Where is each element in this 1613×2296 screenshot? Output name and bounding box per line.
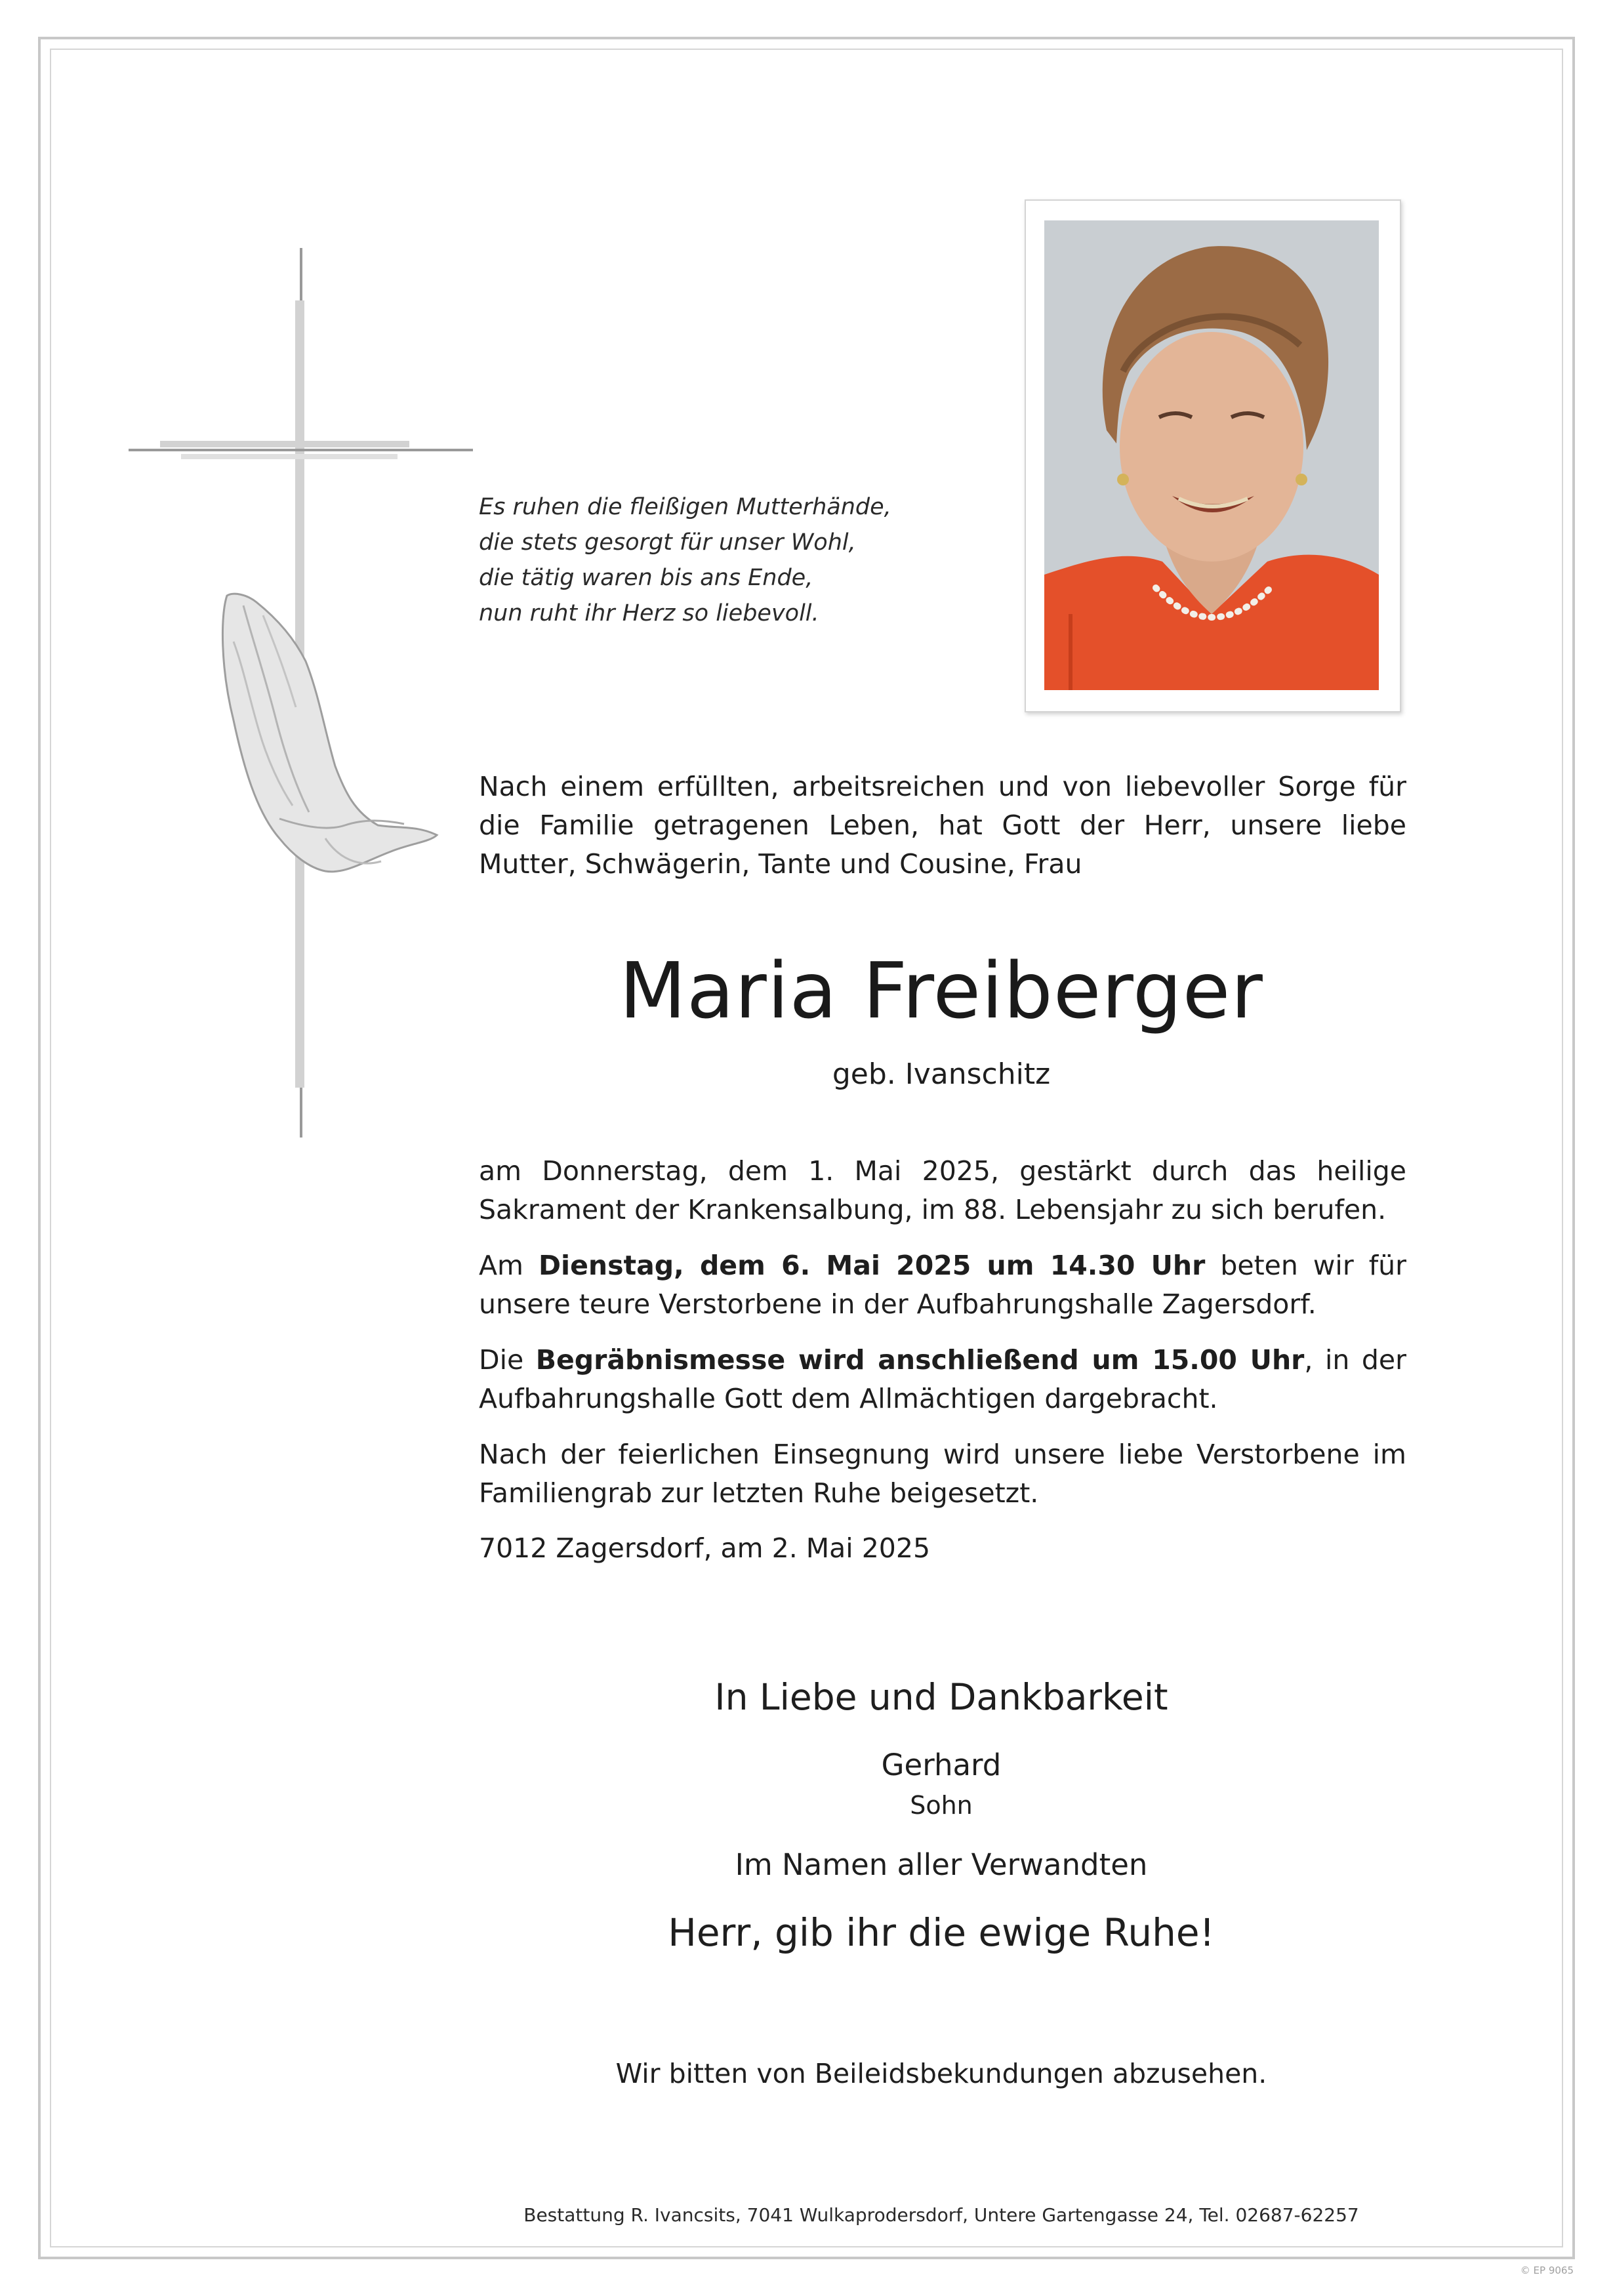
poem-line: nun ruht ihr Herz so liebevoll. (479, 600, 819, 626)
mourner-relation: Sohn (910, 1791, 973, 1820)
intro-paragraph: Nach einem erfüllten, arbeitsreichen und von liebevoller Sorge für die Familie getragenen Leben, hat Gott der Herr, unsere liebe Mutter, Schwägerin, Tante und Cousine, Frau (479, 771, 1406, 880)
blessing-line: Herr, gib ihr die ewige Ruhe! (668, 1910, 1215, 1955)
prayer-suffix: beten wir für unsere teure Verstorbene in der Aufbahrungshalle Zagersdorf. (479, 1250, 1406, 1320)
portrait-frame (1025, 199, 1401, 712)
undertaker-footer: Bestattung R. Ivancsits, 7041 Wulkaprodersdorf, Untere Gartengasse 24, Tel. 02687-62257 (523, 2204, 1359, 2226)
death-notice-paragraph: am Donnerstag, dem 1. Mai 2025, gestärkt durch das heilige Sakrament der Krankensalbung, im 88. Lebensjahr zu sich berufen. (479, 1155, 1406, 1225)
poem-line: die stets gesorgt für unser Wohl, (479, 529, 856, 556)
deceased-name: Maria Freiberger (619, 945, 1263, 1036)
mourner-name: Gerhard (881, 1748, 1002, 1782)
poem (479, 489, 938, 631)
poem-line: Es ruhen die fleißigen Mutterhände, (479, 494, 891, 520)
relatives-line: Im Namen aller Verwandten (735, 1847, 1148, 1882)
mass-datetime: Begräbnismesse wird anschließend um 15.00 Uhr (535, 1344, 1305, 1376)
prayer-datetime: Dienstag, dem 6. Mai 2025 um 14.30 Uhr (539, 1250, 1206, 1281)
mass-prefix: Die (479, 1344, 524, 1376)
mass-paragraph (479, 1341, 1406, 1418)
poem-line: die tätig waren bis ans Ende, (479, 565, 813, 591)
print-code: © EP 9065 (1520, 2265, 1574, 2276)
maiden-name: geb. Ivanschitz (832, 1057, 1051, 1091)
mass-suffix: , in der Aufbahrungshalle Gott dem Allmächtigen dargebracht. (479, 1344, 1406, 1414)
portrait-photo (1044, 220, 1379, 690)
closing-line: In Liebe und Dankbarkeit (714, 1676, 1168, 1718)
burial-paragraph: Nach der feierlichen Einsegnung wird unsere liebe Verstorbene im Familiengrab zur letzten Ruhe beigesetzt. (479, 1439, 1406, 1509)
prayer-paragraph (479, 1246, 1406, 1324)
place-date: 7012 Zagersdorf, am 2. Mai 2025 (479, 1532, 931, 1564)
prayer-prefix: Am (479, 1250, 523, 1281)
praying-hands-icon (222, 594, 437, 872)
condolence-note: Wir bitten von Beileidsbekundungen abzusehen. (615, 2058, 1267, 2089)
